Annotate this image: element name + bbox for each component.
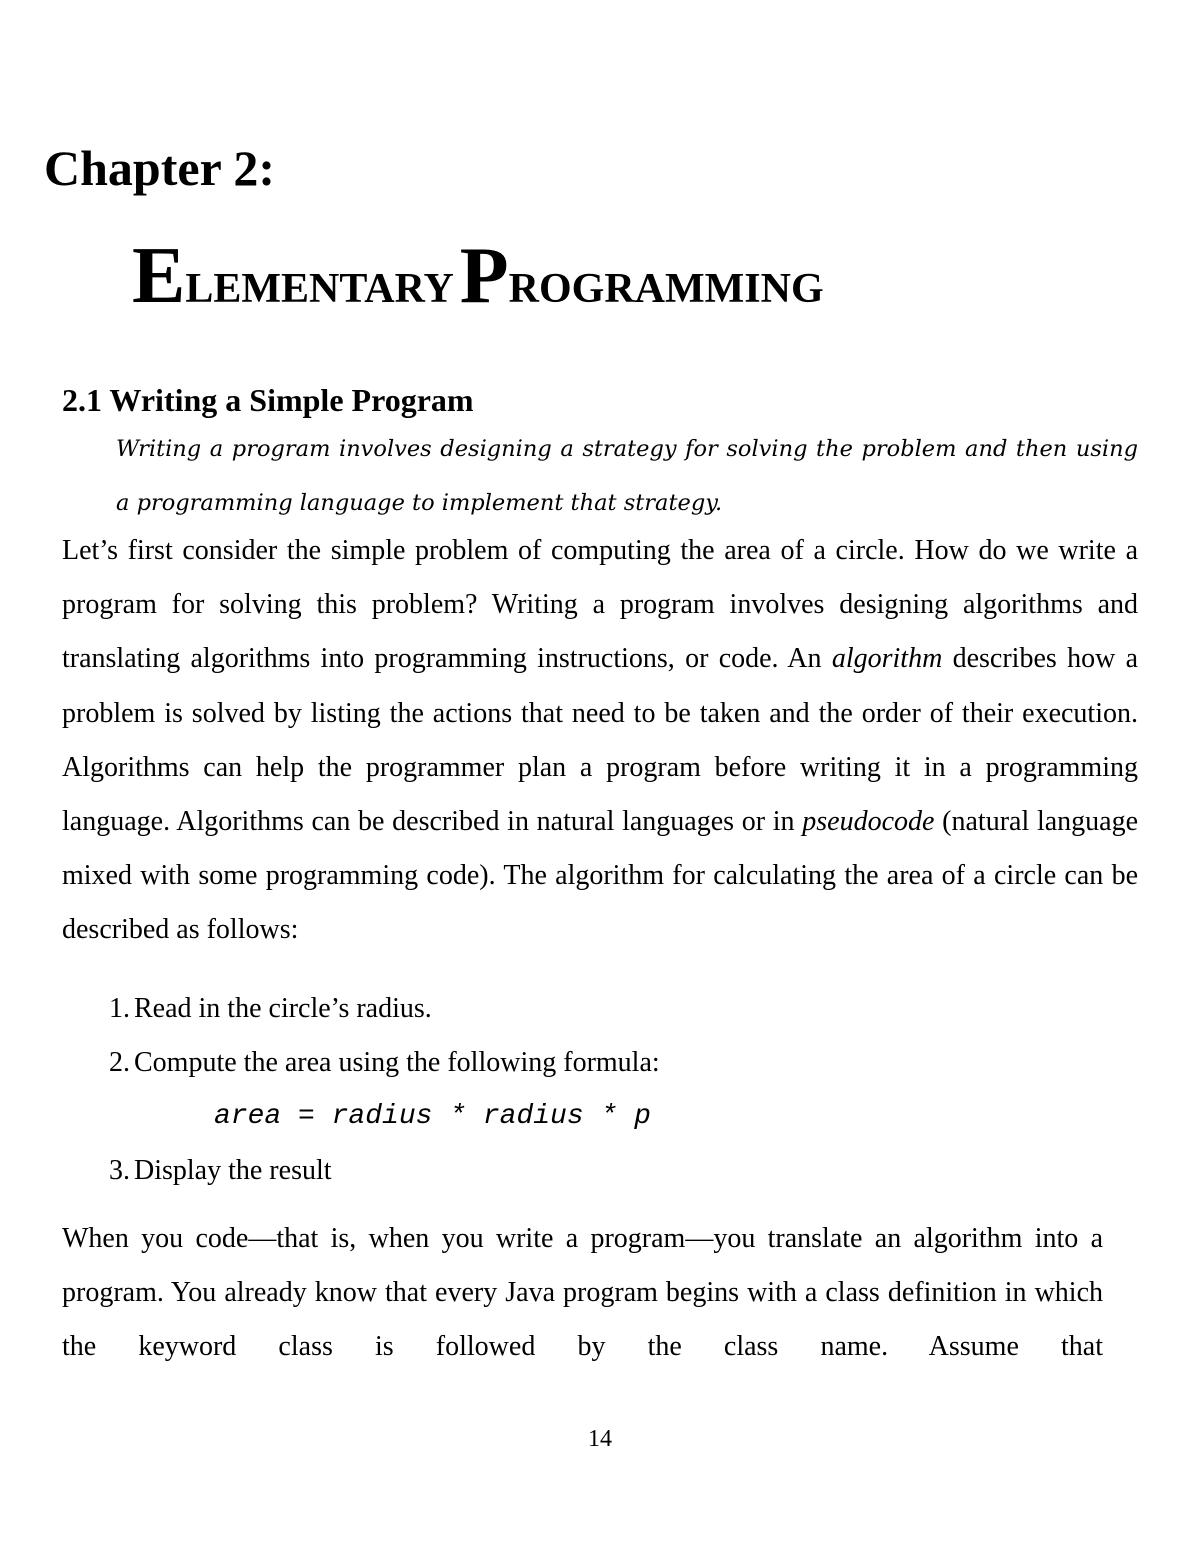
list-item [62,1036,660,1090]
term-algorithm: algorithm [831,643,943,675]
term-pseudocode: pseudocode [802,806,935,838]
section-heading: 2.1 Writing a Simple Program [62,382,474,418]
page-number: 14 [588,1426,612,1452]
paragraph-text: (natural language mixed with some programming code). The algorithm for calculating the area of a circle can be described as follows: [62,806,1139,946]
chapter-title-initial-p: P [459,232,509,320]
chapter-label: Chapter 2: [44,140,276,196]
list-item [62,1144,660,1198]
chapter-title-word1-rest: LEMENTARY [185,266,454,312]
body-paragraph-2: When you code—that is, when you write a program—you translate an algorithm into a program. You already know that every Java program begins with a class definition in which the keyword class is followed by the class name. Assume that [62,1223,1103,1363]
body-paragraph-1 [62,524,1138,958]
step-text: Display the result [134,1155,332,1186]
list-item [62,982,660,1036]
step-number: 3. [109,1155,130,1186]
section-epigraph: Writing a program involves designing a strategy for solving the problem and then using a programming language to implement that strategy. [116,436,1138,516]
paragraph-text: describes how a problem is solved by listing the actions that need to be taken and the order of their execution. Algorithms can help the programmer plan a program before writing it in a programming language. Algorithms can be described in natural languages or in [62,643,1139,838]
step-text: Compute the area using the following formula: [134,1047,660,1078]
chapter-title-word2-rest: ROGRAMMING [508,266,824,312]
step-number: 1. [109,993,130,1024]
step-text: Read in the circle’s radius. [134,993,432,1024]
step-number: 2. [109,1047,130,1078]
paragraph-text: Let’s first consider the simple problem of computing the area of a circle. How do we write a program for solving this problem? Writing a program involves designing algorithms and translating algorithms into programming instructions, or code. An [62,535,1138,675]
area-formula: area = radius * radius * p [214,1101,651,1132]
chapter-title [132,232,824,320]
chapter-title-initial-e: E [132,232,186,320]
